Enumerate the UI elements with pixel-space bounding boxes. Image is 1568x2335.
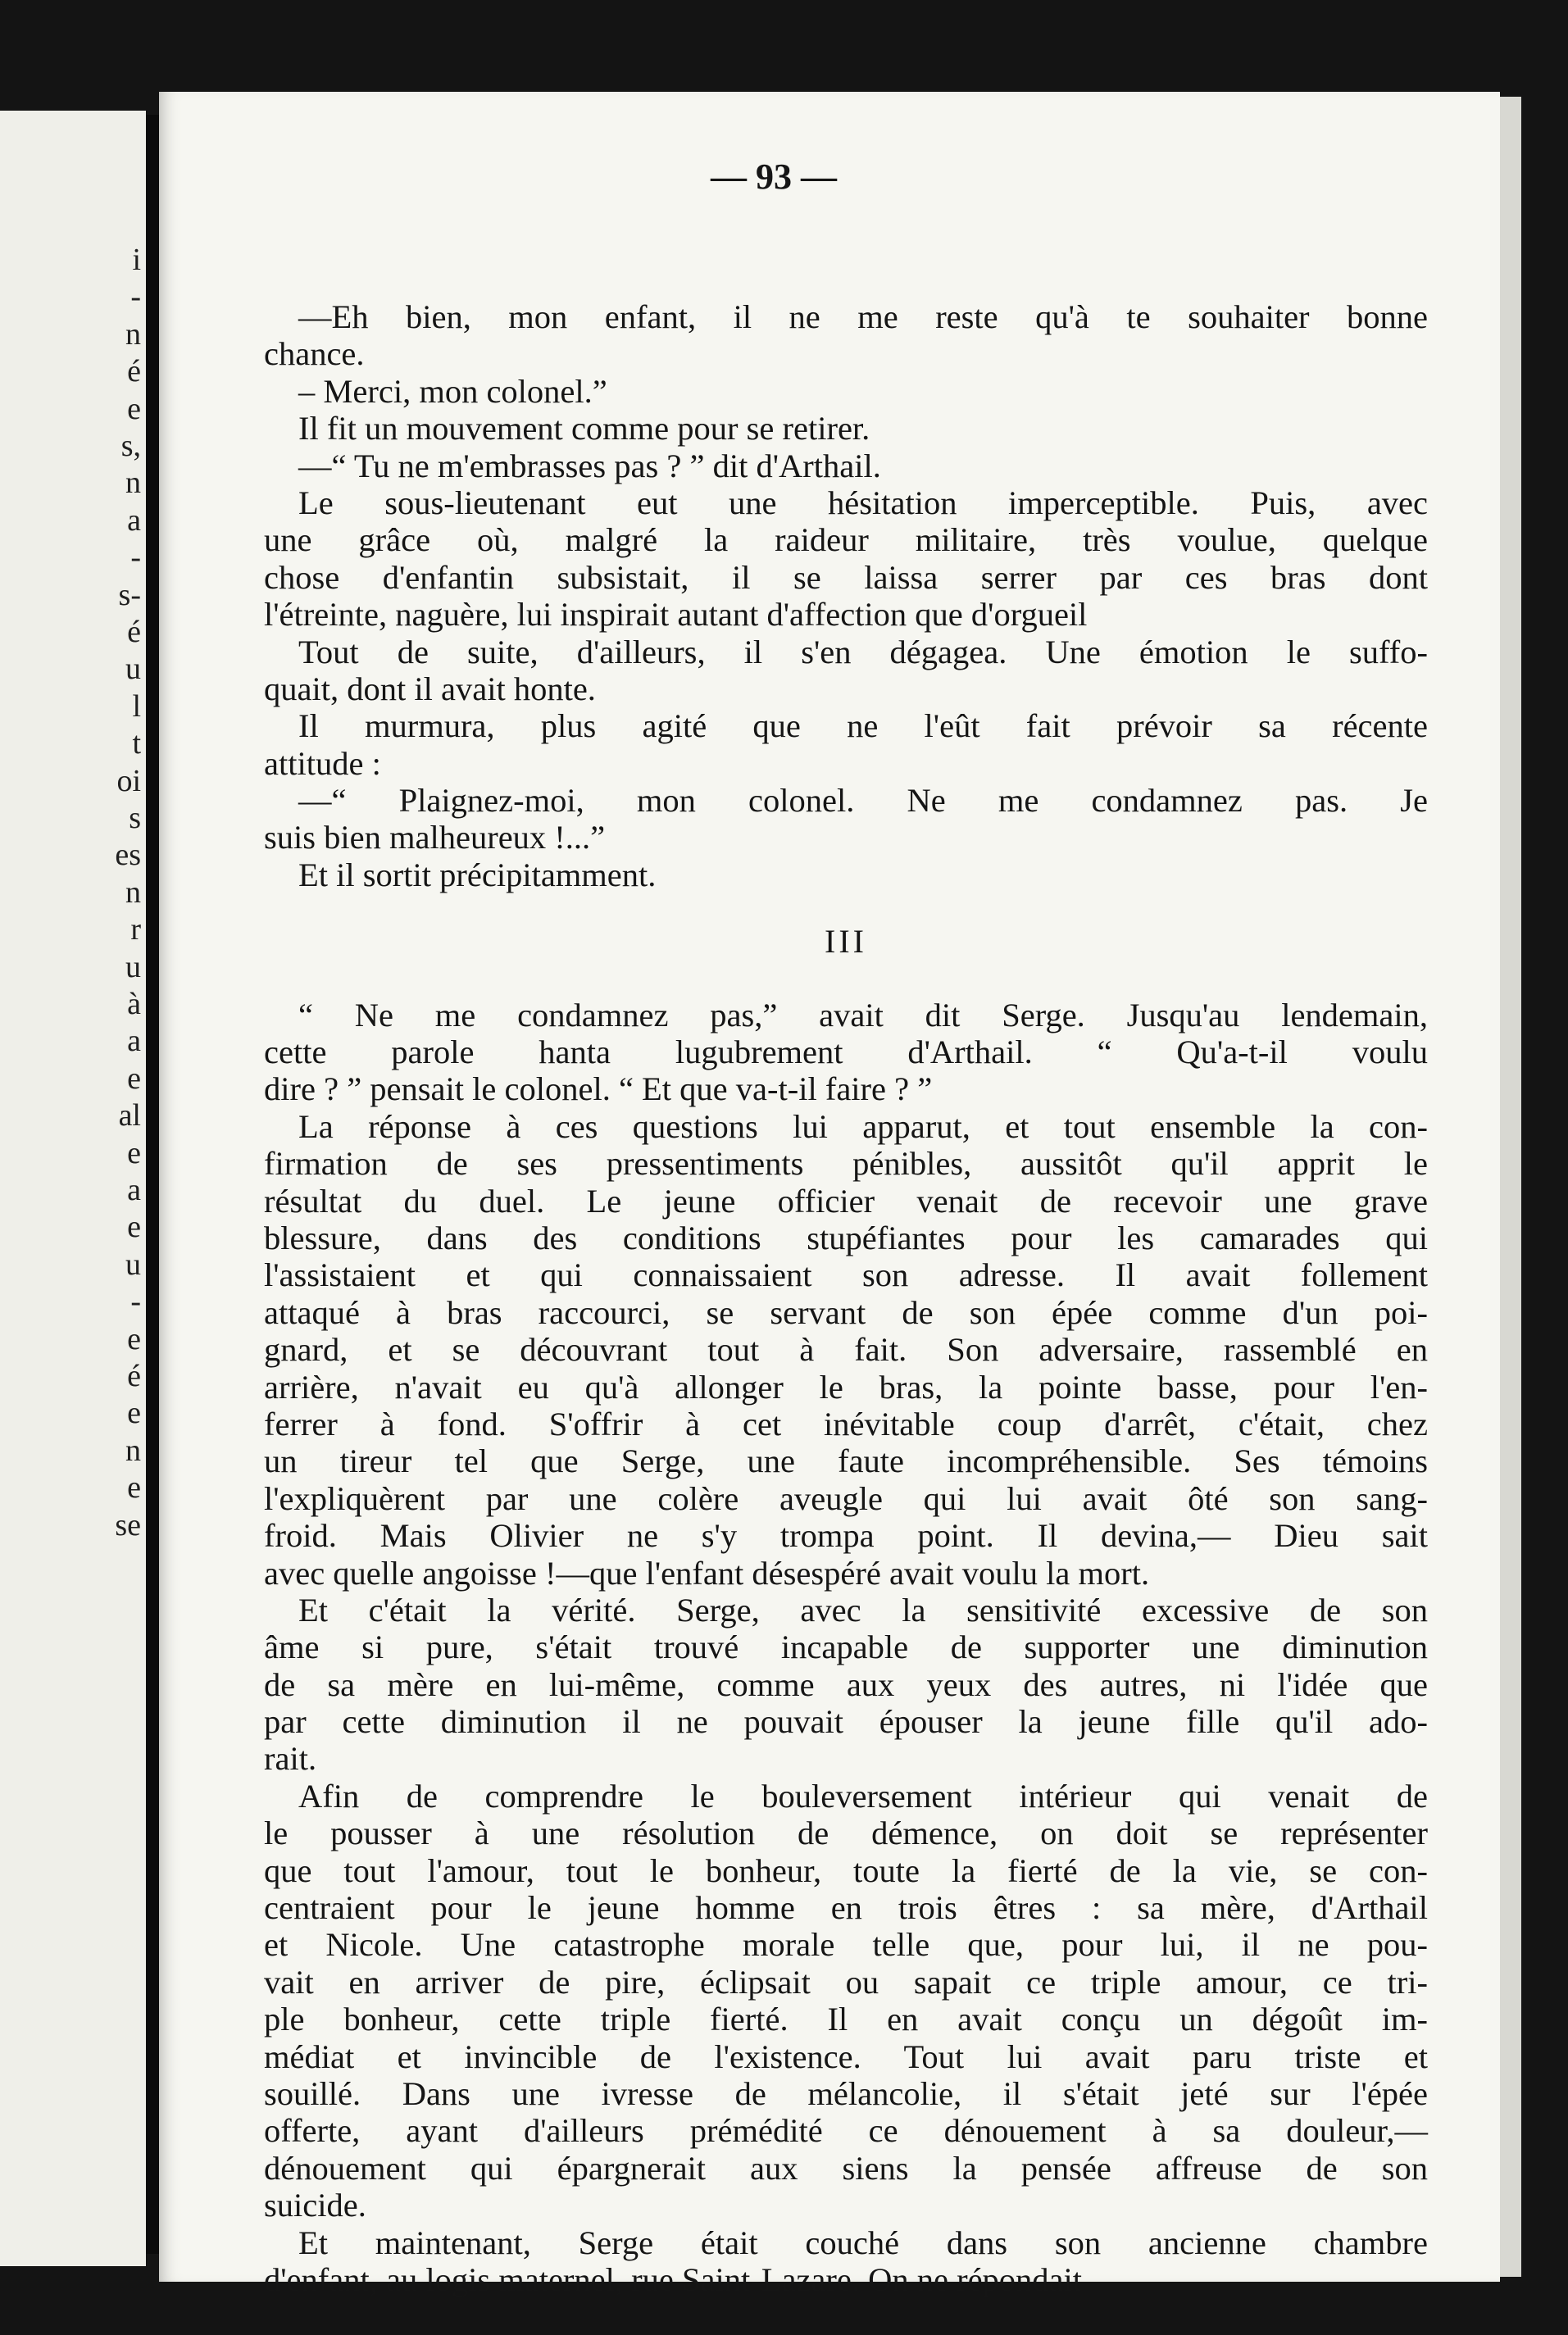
text-line: de sa mère en lui-même, comme aux yeux des autres, ni l'idée que — [264, 1665, 1428, 1703]
text-line: une grâce où, malgré la raideur militaire, très voulue, quelque — [264, 521, 1428, 559]
text-line: dire ? ” pensait le colonel. “ Et que va-t-il faire ? ” — [264, 1070, 933, 1108]
text-after-heading — [264, 997, 1428, 2299]
left-page-text-fragment: s, — [120, 429, 141, 463]
paragraph — [264, 856, 1428, 893]
text-line: blessure, dans des conditions stupéfiantes pour les camarades qui — [264, 1219, 1428, 1256]
text-line: le pousser à une résolution de démence, on doit se représenter — [264, 1815, 1428, 1852]
text-line: chance. — [264, 335, 365, 373]
text-line: rait. — [264, 1740, 317, 1778]
text-line: Afin de comprendre le bouleversement intérieur qui venait de — [298, 1777, 1428, 1815]
left-page-text-fragment: s- — [118, 577, 141, 612]
paragraph — [264, 1108, 1428, 1592]
left-page-text-fragment: é — [127, 354, 141, 389]
left-page-text-fragment: l — [132, 688, 141, 724]
left-page-text-fragment: - — [130, 1284, 141, 1320]
paragraph — [264, 410, 1428, 447]
text-line: souillé. Dans une ivresse de mélancolie, il s'était jeté sur l'épée — [264, 2074, 1428, 2112]
section-heading: III — [825, 923, 867, 961]
paragraph — [264, 2224, 1428, 2299]
paragraph — [264, 782, 1428, 856]
left-page-text-fragment: n — [125, 466, 141, 501]
left-page-text-fragment: u — [125, 652, 141, 687]
text-line: médiat et invincible de l'existence. Tout lui avait paru triste et — [264, 2037, 1428, 2075]
text-line: —“ Tu ne m'embrasses pas ? ” dit d'Arthail. — [298, 447, 881, 484]
text-line: froid. Mais Olivier ne s'y trompa point. Il devina,— Dieu sait — [264, 1517, 1428, 1555]
text-line: —“ Plaignez-moi, mon colonel. Ne me condamnez pas. Je — [298, 782, 1428, 820]
text-line: par cette diminution il ne pouvait épouser la jeune fille qu'il ado- — [264, 1703, 1428, 1741]
left-page-text-fragment: - — [130, 540, 141, 575]
page-number: — 93 — — [711, 157, 837, 197]
text-line: attitude : — [264, 744, 381, 782]
left-page-text-fragment: t — [132, 726, 141, 761]
text-before-heading — [264, 298, 1428, 893]
left-page-text-fragment: r — [130, 912, 141, 947]
text-line: un tireur tel que Serge, une faute incompréhensible. Ses témoins — [264, 1442, 1428, 1480]
text-line: Et maintenant, Serge était couché dans son ancienne chambre — [298, 2224, 1428, 2261]
left-page-text-fragment: se — [115, 1507, 141, 1542]
left-page-text-fragment: u — [125, 949, 141, 984]
text-line: Et c'était la vérité. Serge, avec la sensitivité excessive de son — [298, 1591, 1428, 1629]
paragraph — [264, 634, 1428, 708]
left-page-text-fragment: a — [127, 502, 141, 538]
paragraph — [264, 1778, 1428, 2224]
text-line: ferrer à fond. S'offrir à cet inévitable coup d'arrêt, c'était, chez — [264, 1405, 1428, 1442]
page-edge — [1500, 97, 1521, 2277]
paragraph — [264, 997, 1428, 1108]
text-line: Et il sortit précipitamment. — [298, 856, 657, 893]
text-line: —Eh bien, mon enfant, il ne me reste qu'à te souhaiter bonne — [298, 298, 1428, 335]
text-line: avec quelle angoisse !—que l'enfant désespéré avait voulu la mort. — [264, 1554, 1150, 1592]
left-page-text-fragment: e — [127, 1470, 141, 1506]
text-line: La réponse à ces questions lui apparut, et tout ensemble la con- — [298, 1107, 1428, 1145]
left-page-text-fragment: es — [115, 838, 141, 873]
page-text — [264, 298, 1428, 2298]
paragraph — [264, 484, 1428, 634]
left-page-text-fragment: u — [125, 1247, 141, 1282]
text-line: ple bonheur, cette triple fierté. Il en avait conçu un dégoût im- — [264, 2001, 1428, 2038]
text-line: d'enfant, au logis maternel, rue Saint-Lazare. On ne répondait — [264, 2260, 1083, 2298]
paragraph — [264, 373, 1428, 410]
left-page-text-fragment: a — [127, 1173, 141, 1207]
left-page-text-fragment: e — [127, 1321, 141, 1356]
left-page-text-fragment: a — [127, 1024, 141, 1059]
left-page-text-fragment: - — [130, 279, 141, 315]
text-line: firmation de ses pressentiments pénibles, aussitôt qu'il apprit le — [264, 1145, 1428, 1183]
left-page-text-fragment: al — [118, 1098, 141, 1133]
text-line: Le sous-lieutenant eut une hésitation imperceptible. Puis, avec — [298, 484, 1428, 521]
text-line: offerte, ayant d'ailleurs prémédité ce dénouement à sa douleur,— — [264, 2112, 1428, 2150]
text-line: résultat du duel. Le jeune officier venait de recevoir une grave — [264, 1182, 1428, 1220]
left-page-text-fragment: é — [127, 1359, 141, 1393]
text-line: l'étreinte, naguère, lui inspirait autant d'affection que d'orgueil — [264, 596, 1088, 634]
left-page-text-fragment: oi — [116, 763, 141, 798]
left-page-text-fragment: n — [125, 1433, 141, 1468]
text-line: chose d'enfantin subsistait, il se laissa serrer par ces bras dont — [264, 558, 1428, 596]
text-line: l'expliquèrent par une colère aveugle qui lui avait ôté son sang- — [264, 1479, 1428, 1517]
text-line: “ Ne me condamnez pas,” avait dit Serge. Jusqu'au lendemain, — [298, 996, 1428, 1033]
text-line: âme si pure, s'était trouvé incapable de supporter une diminution — [264, 1629, 1428, 1666]
left-page-text-fragment: e — [127, 391, 141, 426]
text-line: cette parole hanta lugubrement d'Arthail. “ Qu'a-t-il voulu — [264, 1033, 1428, 1071]
book-gutter — [146, 115, 159, 2254]
left-page-text-fragment: e — [127, 1210, 141, 1245]
book-page — [159, 92, 1500, 2298]
left-page-fragment — [0, 111, 146, 2266]
paragraph — [264, 707, 1428, 782]
paragraph — [264, 1592, 1428, 1778]
left-page-text-fragment: e — [127, 1135, 141, 1170]
left-page-text-fragment: à — [127, 987, 141, 1021]
text-line: attaqué à bras raccourci, se servant de son épée comme d'un poi- — [264, 1293, 1428, 1331]
text-line: suicide. — [264, 2187, 366, 2224]
text-line: suis bien malheureux !...” — [264, 819, 606, 856]
text-line: arrière, n'avait eu qu'à allonger le bras, la pointe basse, pour l'en- — [264, 1368, 1428, 1406]
left-page-text-fragment: é — [127, 615, 141, 649]
text-line: l'assistaient et qui connaissaient son adresse. Il avait follement — [264, 1256, 1428, 1294]
text-line: gnard, et se découvrant tout à fait. Son adversaire, rassemblé en — [264, 1331, 1428, 1369]
left-page-text-fragment: n — [125, 874, 141, 910]
text-line: que tout l'amour, tout le bonheur, toute la fierté de la vie, se con- — [264, 1851, 1428, 1889]
text-line: Il murmura, plus agité que ne l'eût fait prévoir sa récente — [298, 707, 1428, 745]
paragraph — [264, 447, 1428, 484]
left-page-text-fragment: n — [125, 316, 141, 352]
left-page-text-fragment: s — [129, 801, 141, 835]
text-line: et Nicole. Une catastrophe morale telle que, pour lui, il ne pou- — [264, 1926, 1428, 1964]
text-line: Il fit un mouvement comme pour se retirer. — [298, 410, 870, 447]
text-line: centraient pour le jeune homme en trois êtres : sa mère, d'Arthail — [264, 1889, 1428, 1927]
left-page-text-fragment: e — [127, 1061, 141, 1096]
text-line: dénouement qui épargnerait aux siens la pensée affreuse de son — [264, 2149, 1428, 2187]
text-line: Tout de suite, d'ailleurs, il s'en dégagea. Une émotion le suffo- — [298, 633, 1428, 670]
left-page-text-fragment: e — [127, 1396, 141, 1431]
paragraph — [264, 298, 1428, 373]
text-line: vait en arriver de pire, éclipsait ou sapait ce triple amour, ce tri- — [264, 1963, 1428, 2001]
text-line: – Merci, mon colonel.” — [298, 372, 607, 410]
left-page-text-fragment: i — [132, 243, 141, 277]
text-line: quait, dont il avait honte. — [264, 670, 596, 707]
